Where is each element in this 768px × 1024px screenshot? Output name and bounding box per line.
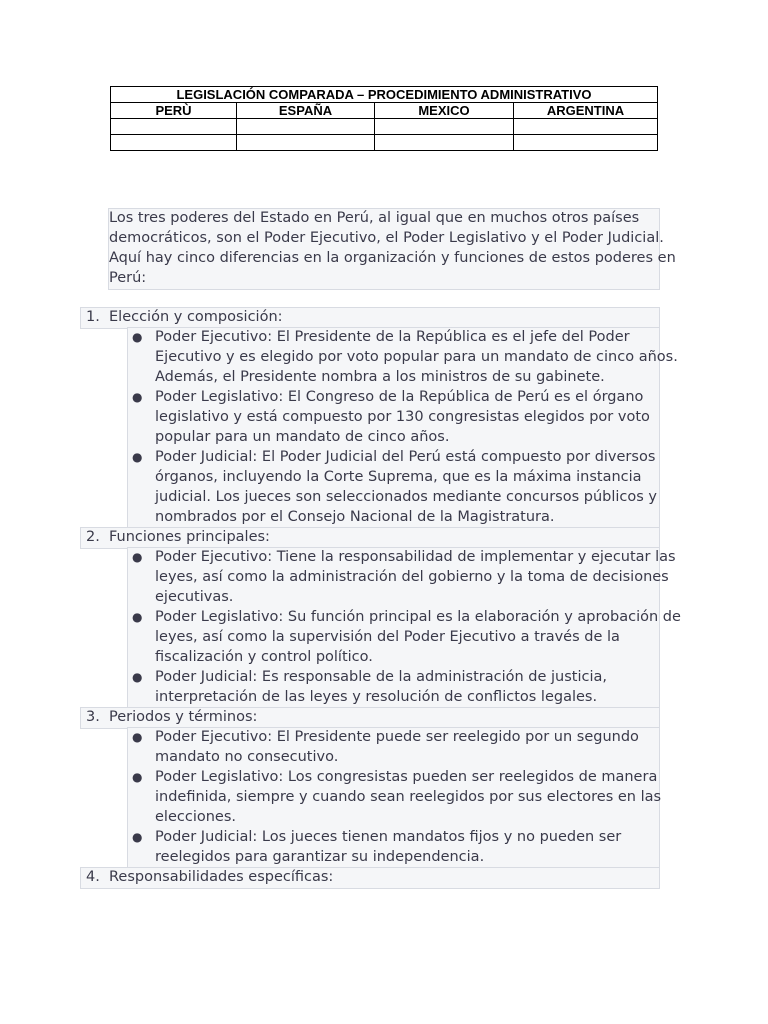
list-item-line: legislativo y está compuesto por 130 congresistas elegidos por voto [155, 409, 650, 425]
bullet-icon: ● [132, 670, 143, 684]
bullet-icon: ● [132, 550, 143, 564]
bullet-icon: ● [132, 830, 143, 844]
table-row [111, 135, 658, 151]
section-heading: Elección y composición: [109, 309, 283, 325]
header-mexico: MEXICO [375, 103, 514, 119]
table-row [111, 119, 658, 135]
list-item-line: interpretación de las leyes y resolución de conflictos legales. [155, 689, 598, 705]
header-espana: ESPAÑA [237, 103, 375, 119]
list-item-line: Ejecutivo y es elegido por voto popular para un mandato de cinco años. [155, 349, 678, 365]
list-item-line: indefinida, siempre y cuando sean reelegidos por sus electores en las [155, 789, 662, 805]
header-peru: PERÙ [111, 103, 237, 119]
bullet-icon: ● [132, 330, 143, 344]
list-item-line: Poder Judicial: Los jueces tienen mandatos fijos y no pueden ser [155, 829, 622, 845]
section-number: 1. [86, 309, 100, 325]
list-item-line: nombrados por el Consejo Nacional de la Magistratura. [155, 509, 555, 525]
list-item-line: Poder Legislativo: Los congresistas pueden ser reelegidos de manera [155, 769, 658, 785]
header-argentina: ARGENTINA [514, 103, 658, 119]
bullet-icon: ● [132, 390, 143, 404]
list-item-line: ejecutivas. [155, 589, 234, 605]
bullet-icon: ● [132, 770, 143, 784]
list-item-line: fiscalización y control político. [155, 649, 373, 665]
section-number: 2. [86, 529, 100, 545]
section-heading: Responsabilidades específicas: [109, 869, 334, 885]
table-title: LEGISLACIÓN COMPARADA – PROCEDIMIENTO ADMINISTRATIVO [111, 87, 658, 103]
section-heading: Periodos y términos: [109, 709, 258, 725]
intro-line: Aquí hay cinco diferencias en la organización y funciones de estos poderes en [109, 250, 676, 266]
bullet-icon: ● [132, 730, 143, 744]
section-number: 3. [86, 709, 100, 725]
list-item-line: Poder Ejecutivo: El Presidente puede ser reelegido por un segundo [155, 729, 639, 745]
list-item-line: leyes, así como la administración del gobierno y la toma de decisiones [155, 569, 669, 585]
intro-line: democráticos, son el Poder Ejecutivo, el Poder Legislativo y el Poder Judicial. [109, 230, 664, 246]
section-heading: Funciones principales: [109, 529, 270, 545]
comparison-table [110, 86, 658, 151]
list-item-line: elecciones. [155, 809, 236, 825]
list-item-line: Poder Ejecutivo: Tiene la responsabilidad de implementar y ejecutar las [155, 549, 676, 565]
list-item-line: leyes, así como la supervisión del Poder Ejecutivo a través de la [155, 629, 620, 645]
list-item-line: órganos, incluyendo la Corte Suprema, que es la máxima instancia [155, 469, 642, 485]
list-item-line: popular para un mandato de cinco años. [155, 429, 450, 445]
list-item-line: reelegidos para garantizar su independencia. [155, 849, 485, 865]
bullet-icon: ● [132, 450, 143, 464]
intro-line: Perú: [109, 270, 147, 286]
bullet-icon: ● [132, 610, 143, 624]
list-item-line: Poder Judicial: El Poder Judicial del Perú está compuesto por diversos [155, 449, 656, 465]
list-item-line: mandato no consecutivo. [155, 749, 339, 765]
list-item-line: Poder Legislativo: Su función principal es la elaboración y aprobación de [155, 609, 681, 625]
section-number: 4. [86, 869, 100, 885]
intro-line: Los tres poderes del Estado en Perú, al igual que en muchos otros países [109, 210, 640, 226]
list-item-line: Poder Legislativo: El Congreso de la República de Perú es el órgano [155, 389, 644, 405]
list-item-line: Poder Ejecutivo: El Presidente de la República es el jefe del Poder [155, 329, 630, 345]
list-item-line: judicial. Los jueces son seleccionados mediante concursos públicos y [155, 489, 658, 505]
list-item-line: Además, el Presidente nombra a los ministros de su gabinete. [155, 369, 605, 385]
list-item-line: Poder Judicial: Es responsable de la administración de justicia, [155, 669, 608, 685]
